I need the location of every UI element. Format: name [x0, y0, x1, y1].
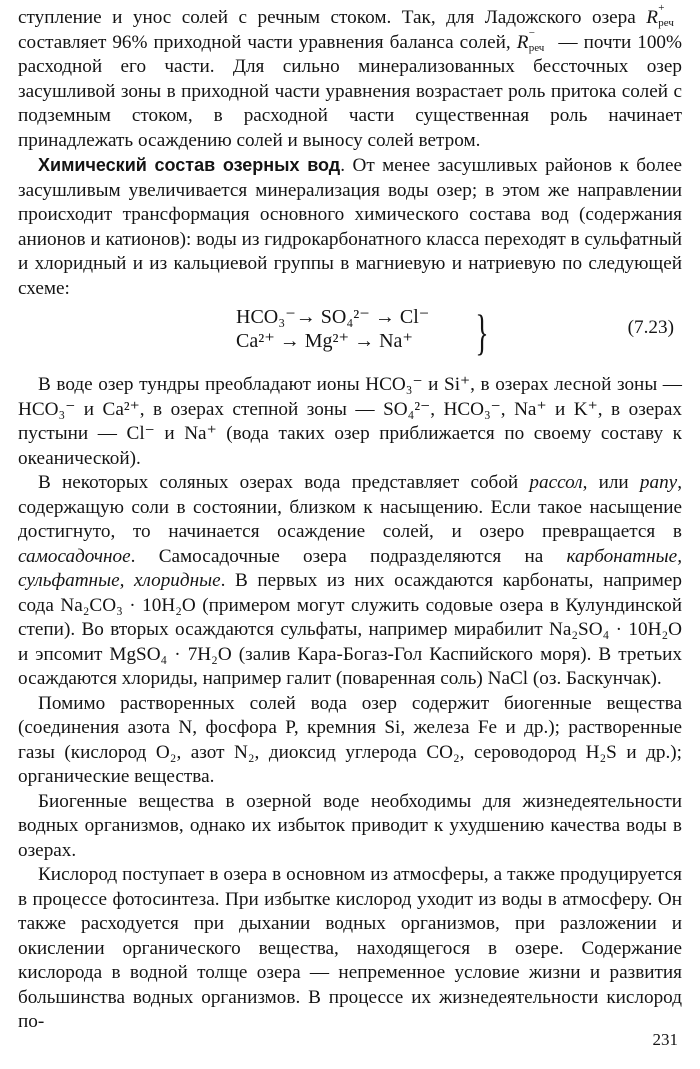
paragraph-text: , или: [582, 472, 640, 493]
r-outflow-symbol: [516, 26, 553, 56]
paragraph-text: . От менее засушливых районов к более засушливым увеличивается минерализация воды озер; в этом же направлении происходит трансформация основного химического состава вод (содержания анионов и катионов): воды из гидрокарбонатного класса переходят в сульфатный и хлоридный и из кальциевой группы в магниевую и натриевую по следующей схеме:: [18, 155, 682, 299]
paragraph-text: В некоторых соляных озерах вода представляет собой: [38, 472, 530, 493]
paragraph-text: , содержащую соли в состоянии, близком к насыщению. Если такое насыщение достигнуто, то начинается осаждение солей, и озеро превращается в: [18, 472, 682, 542]
equation-cations-line: Ca²⁺ → Mg²⁺ → Na⁺: [236, 330, 413, 352]
equation-anions-line: HCO₃⁻→ SO₄²⁻ → Cl⁻: [236, 306, 430, 328]
section-lead-heading: Химический состав озерных вод: [38, 155, 341, 175]
page-number: 231: [652, 1030, 678, 1049]
paragraph-oxygen: Кислород поступает в озера в основном из атмосферы, а также продуцируется в процессе фотосинтеза. При избытке кислород уходит из воды в атмосферу. Он также расходуется при дыхании водных организмов, при разложении и окислении органического вещества, находящегося в озере. Содержание кислорода в водной толще озера — непременное условие жизни и развития большинства водных организмов. В процессе их жизнедеятельности кислород по-: [18, 864, 682, 1032]
paragraph-text: — почти 100% расходной его части. Для сильно минерализованных бессточных озер засушливой зоны в приходной части уравнения возрастает роль притока солей с подземным стоком, в расходной части существенная роль начинает принадлежать осаждению солей и выносу солей ветром.: [18, 31, 683, 151]
equation-number: (7.23): [627, 317, 674, 338]
term-lake-types: карбонатные, сульфатные, хлоридные: [18, 545, 682, 591]
term-rapa: рапу: [639, 472, 678, 493]
paragraph-text: ступление и унос солей с речным стоком. Так, для Ладожского озера: [18, 7, 647, 28]
paragraph-biogenic-need: Биогенные вещества в озерной воде необходимы для жизнедеятельности водных организмов, однако их избыток приводит к ухудшению качества воды в озерах.: [18, 790, 682, 861]
r-letter: R: [516, 31, 529, 53]
page-content: [18, 2, 683, 1035]
paragraph-text: . В первых из них осаждаются карбонаты, например сода Na₂CO₃ · 10H₂O (примером могут служить содовые озера в Кулундинской степи). Во вторых осаждаются сульфаты, например мирабилит Na₂SO₄ · 10H₂O и эпсомит MgSO₄ · 7H₂O (залив Кара-Богаз-Гол Каспийского моря). В третьих осаждаются хлориды, например галит (поваренная соль) NaCl (оз. Баскунчак).: [18, 570, 682, 689]
paragraph-text: составляет 96% приходной части уравнения баланса солей,: [18, 31, 517, 53]
paragraph-salt-lakes: [18, 471, 682, 692]
paragraph-salt-balance: [18, 2, 683, 153]
r-letter: R: [646, 7, 658, 28]
equation-7-23: [18, 305, 682, 363]
r-superscript: −: [528, 26, 535, 39]
r-inflow-symbol: [646, 2, 682, 31]
paragraph-biogenic-substances: Помимо растворенных солей вода озер содержит биогенные вещества (соединения азота N, фосфора P, кремния Si, железа Fe и др.); растворенные газы (кислород O₂, азот N₂, диоксид углерода CO₂, сероводород H₂S и др.); органические вещества.: [18, 692, 682, 787]
r-subscript: реч: [658, 17, 674, 29]
paragraph-chemical-composition: [18, 153, 682, 301]
paragraph-text: . Самосадочные озера подразделяются на: [130, 545, 567, 567]
r-subscript: реч: [528, 41, 545, 54]
term-brine: рассол: [529, 472, 583, 493]
paragraph-lake-zones: В воде озер тундры преобладают ионы HCO₃⁻ и Si⁺, в озерах лесной зоны — HCO₃⁻ и Ca²⁺, в озерах степной зоны — SO₄²⁻, HCO₃⁻, Na⁺ и K⁺, в озерах пустыни — Cl⁻ и Na⁺ (вода таких озер приближается по своему составу к океанической).: [18, 374, 682, 469]
term-self-precipitating: самосадочное: [18, 545, 131, 567]
r-superscript: +: [658, 2, 665, 14]
equation-body: [236, 305, 429, 353]
equation-brace: }: [475, 304, 489, 360]
